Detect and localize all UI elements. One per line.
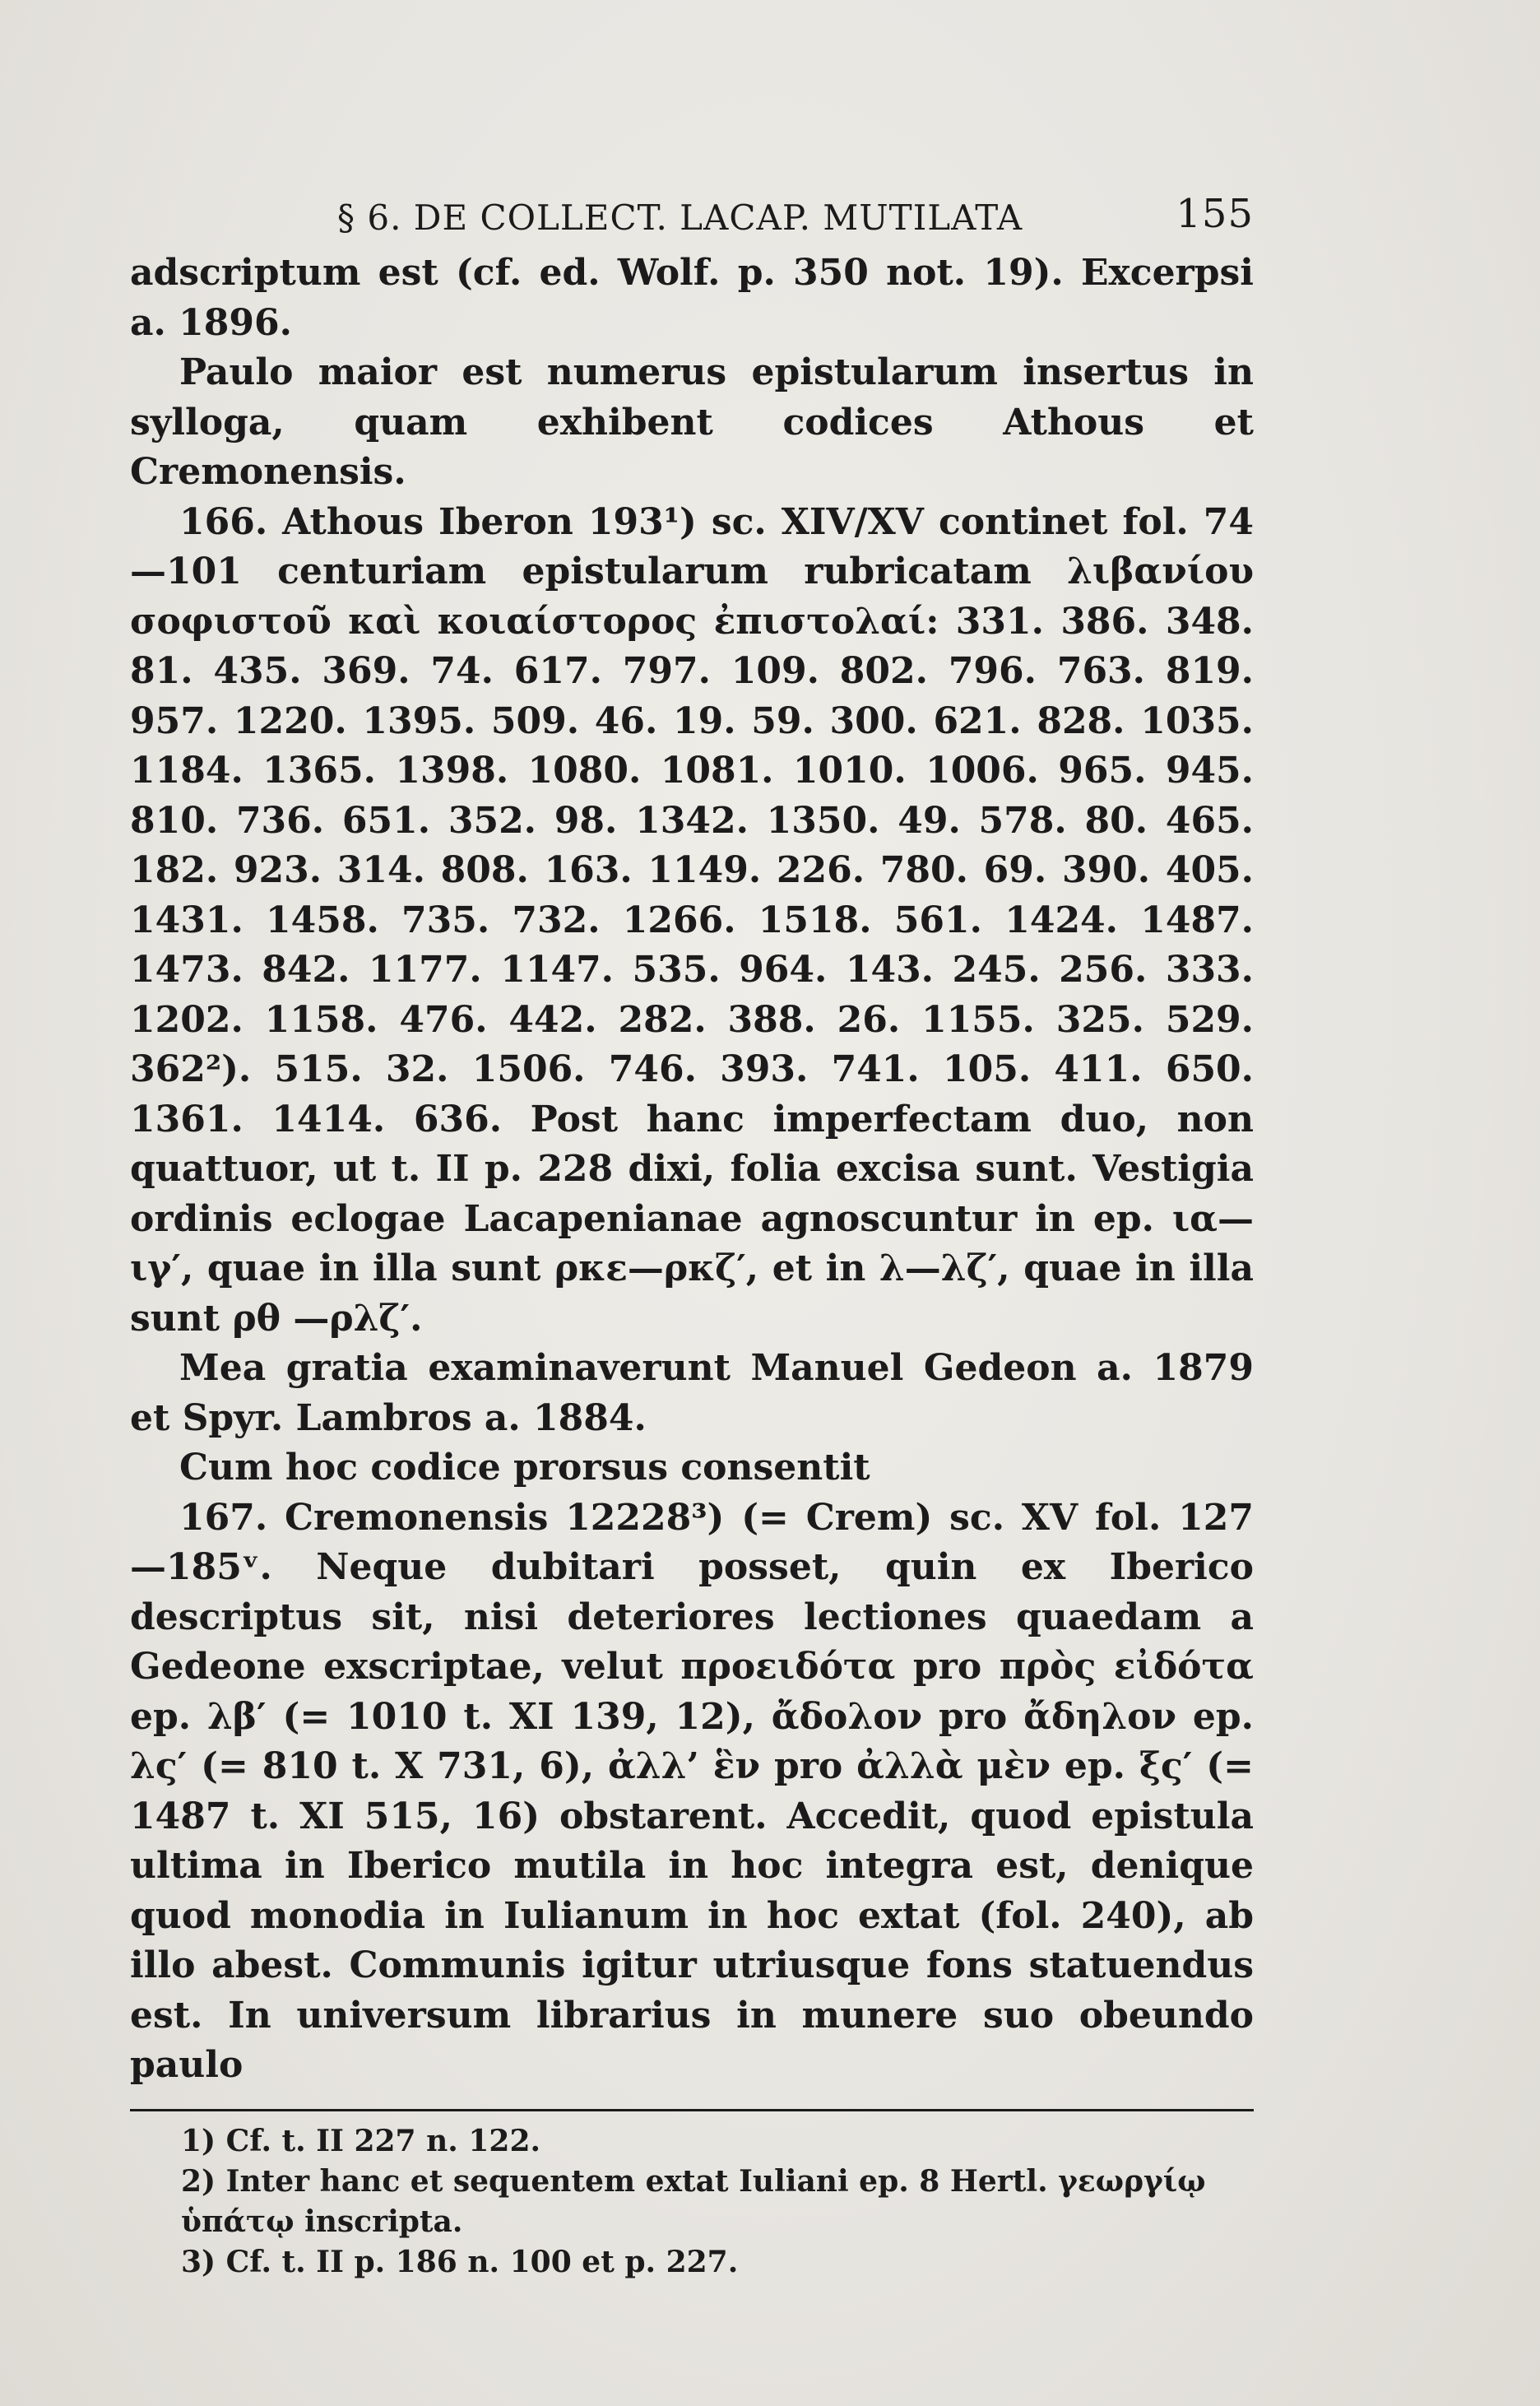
paragraph-cremonensis-167: 167. Cremonensis 12228³) (= Crem) sc. XV fol. 127 —185ᵛ. Neque dubitari posset, quin ex Iberico descriptus sit, nisi deteriores lectiones quaedam a Gedeone exscriptae, velut προειδότα pro πρὸς εἰδότα ep. λβ′ (= 1010 t. XI 139, 12), ἄδολον pro ἄδηλον ep. λς′ (= 810 t. X 731, 6), ἀλλ’ ἓν pro ἀλλὰ μὲν ep. ξς′ (= 1487 t. XI 515, 16) obstarent. Accedit, quod epistula ultima in Iberico mutila in hoc integra est, denique quod monodia in Iulianum in hoc extat (fol. 240), ab illo abest. Communis igitur utriusque fons statuendus est. In universum librarius in munere suo obeundo paulo [130, 1496, 1254, 2086]
paragraph-sylloga: Paulo maior est numerus epistularum insertus in sylloga, quam exhibent codices Athous et Cremonensis. [130, 351, 1254, 493]
paragraph-athous-166: 166. Athous Iberon 193¹) sc. XIV/XV continet fol. 74 —101 centuriam epistularum rubricatam λιβανίου σοφιστοῦ καὶ κοιαίστορος ἐπιστολαί: 331. 386. 348. 81. 435. 369. 74. 617. 797. 109. 802. 796. 763. 819. 957. 1220. 1395. 509. 46. 19. 59. 300. 621. 828. 1035. 1184. 1365. 1398. 1080. 1081. 1010. 1006. 965. 945. 810. 736. 651. 352. 98. 1342. 1350. 49. 578. 80. 465. 182. 923. 314. 808. 163. 1149. 226. 780. 69. 390. 405. 1431. 1458. 735. 732. 1266. 1518. 561. 1424. 1487. 1473. 842. 1177. 1147. 535. 964. 143. 245. 256. 333. 1202. 1158. 476. 442. 282. 388. 26. 1155. 325. 529. 362²). 515. 32. 1506. 746. 393. 741. 105. 411. 650. 1361. 1414. 636. Post hanc imperfectam duo, non quattuor, ut t. II p. 228 dixi, folia excisa sunt. Vestigia ordinis eclogae Lacapenianae agnoscuntur in ep. ια—ιγ′, quae in illa sunt ρκε—ρκζ′, et in λ—λζ′, quae in illa sunt ρθ —ρλζ′. [130, 500, 1254, 1340]
page-number: 155 [1176, 191, 1254, 237]
text-block [130, 183, 1254, 2283]
footnote-1: 1) Cf. t. II 227 n. 122. [181, 2123, 541, 2158]
footnote-2: 2) Inter hanc et sequentem extat Iuliani ep. 8 Hertl. γεωργίῳ ὑπάτῳ inscripta. [181, 2163, 1206, 2239]
paragraph-gedeon: Mea gratia examinaverunt Manuel Gedeon a. 1879 et Spyr. Lambros a. 1884. [130, 1347, 1254, 1439]
paragraph-continuation: adscriptum est (cf. ed. Wolf. p. 350 not. 19). Excerpsi a. 1896. [130, 252, 1254, 344]
footnotes [130, 2109, 1254, 2283]
running-header [130, 183, 1254, 248]
footnote-3: 3) Cf. t. II p. 186 n. 100 et p. 227. [181, 2244, 739, 2279]
body-text [130, 248, 1254, 2091]
running-title: § 6. DE COLLECT. LACAP. MUTILATA [337, 197, 1023, 238]
paragraph-consentit: Cum hoc codice prorsus consentit [179, 1447, 870, 1489]
